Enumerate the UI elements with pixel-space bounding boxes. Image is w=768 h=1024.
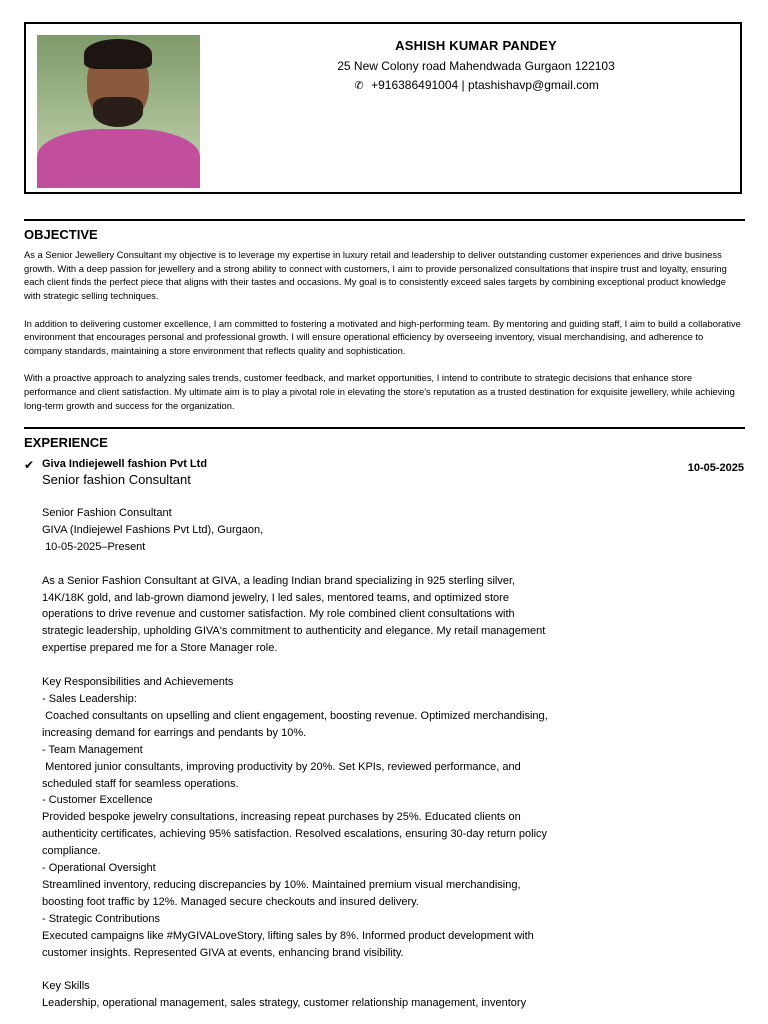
job-description: Senior Fashion Consultant GIVA (Indiejewel Fashions Pvt Ltd), Gurgaon, 10-05-2025–Present As a Senior Fashion Consultant at GIVA, a leading Indian brand specializing in 925 sterling silver, 14K/18K gold, and lab-grown diamond jewelry, I led sales, mentored teams, and optimized store operations to drive revenue and customer satisfaction. My role combined client consultations with strategic leadership, upholding GIVA's commitment to authenticity and elegance. My retail management expertise prepared me for a Store Manager role. Key Responsibilities and Achievements - Sales Leadership: Coached consultants on upselling and client engagement, boosting revenue. Optimized merchandising, increasing demand for earrings and pendants by 10%. - Team Management Mentored junior consultants, improving productivity by 20%. Set KPIs, reviewed performance, and scheduled staff for seamless operations. - Customer Excellence Provided bespoke jewelry consultations, increasing repeat purchases by 25%. Educated clients on authenticity certificates, achieving 95% satisfaction. Resolved escalations, ensuring 30-day return policy compliance. - Operational Oversight Streamlined inventory, reducing discrepancies by 10%. Maintained premium visual merchandising, boosting foot traffic by 12%. Managed secure checkouts and insured delivery. - Strategic Contributions Executed campaigns like #MyGIVALoveStory, lifting sales by 8%. Informed product development with customer insights. Represented GIVA at events, enhancing brand visibility. Key Skills Leadership, operational management, sales strategy, customer relationship management, inventory — [42, 507, 548, 1010]
objective-text — [24, 248, 742, 426]
experience-heading: EXPERIENCE — [24, 435, 108, 450]
candidate-contact — [212, 78, 740, 92]
objective-paragraph: In addition to delivering customer excellence, I am committed to fostering a motivated and high-performing team. By mentoring and guiding staff, I aim to build a collaborative environment that encourages personal and professional growth. I will ensure operational efficiency by overseeing inventory, visual merchandising, and adherence to company standards, maintaining a store environment that reflects quality and sophistication. — [24, 317, 741, 356]
job-role: Senior fashion Consultant — [42, 472, 191, 487]
candidate-name: ASHISH KUMAR PANDEY — [395, 38, 557, 53]
job-date: 10-05-2025 — [687, 462, 744, 474]
profile-photo — [37, 35, 200, 188]
photo-shirt — [37, 129, 200, 188]
objective-paragraph: As a Senior Jewellery Consultant my objective is to leverage my expertise in luxury retail and leadership to deliver outstanding customer experiences and drive business growth. With a deep passion for jewellery and a strong ability to connect with customers, I aim to provide personalized consultations that inspire trust and loyalty, ensuring each client finds the perfect piece that aligns with their tastes and occasions. My goal is to consistently exceed sales targets by combining exceptional product knowledge with strategic selling techniques. — [24, 249, 727, 302]
company-name: Giva Indiejewell fashion Pvt Ltd — [42, 458, 208, 470]
check-icon: ✔ — [24, 458, 35, 472]
section-divider — [24, 427, 745, 429]
photo-beard — [93, 97, 143, 127]
candidate-address: 25 New Colony road Mahendwada Gurgaon 122103 — [337, 59, 615, 73]
photo-hair — [84, 39, 152, 69]
objective-paragraph: With a proactive approach to analyzing sales trends, customer feedback, and market opportunities, I intend to contribute to strategic decisions that enhance store performance and client satisfaction. My ultimate aim is to play a pivotal role in elevating the store's reputation as a trusted destination for exquisite jewellery, while achieving long-term growth and success for the organization. — [24, 372, 735, 411]
phone-icon: ✆ — [354, 80, 364, 92]
objective-heading: OBJECTIVE — [24, 227, 98, 242]
resume-header — [24, 22, 742, 194]
section-divider — [24, 219, 745, 221]
contact-text[interactable]: +916386491004 | ptashishavp@gmail.com — [371, 78, 599, 92]
